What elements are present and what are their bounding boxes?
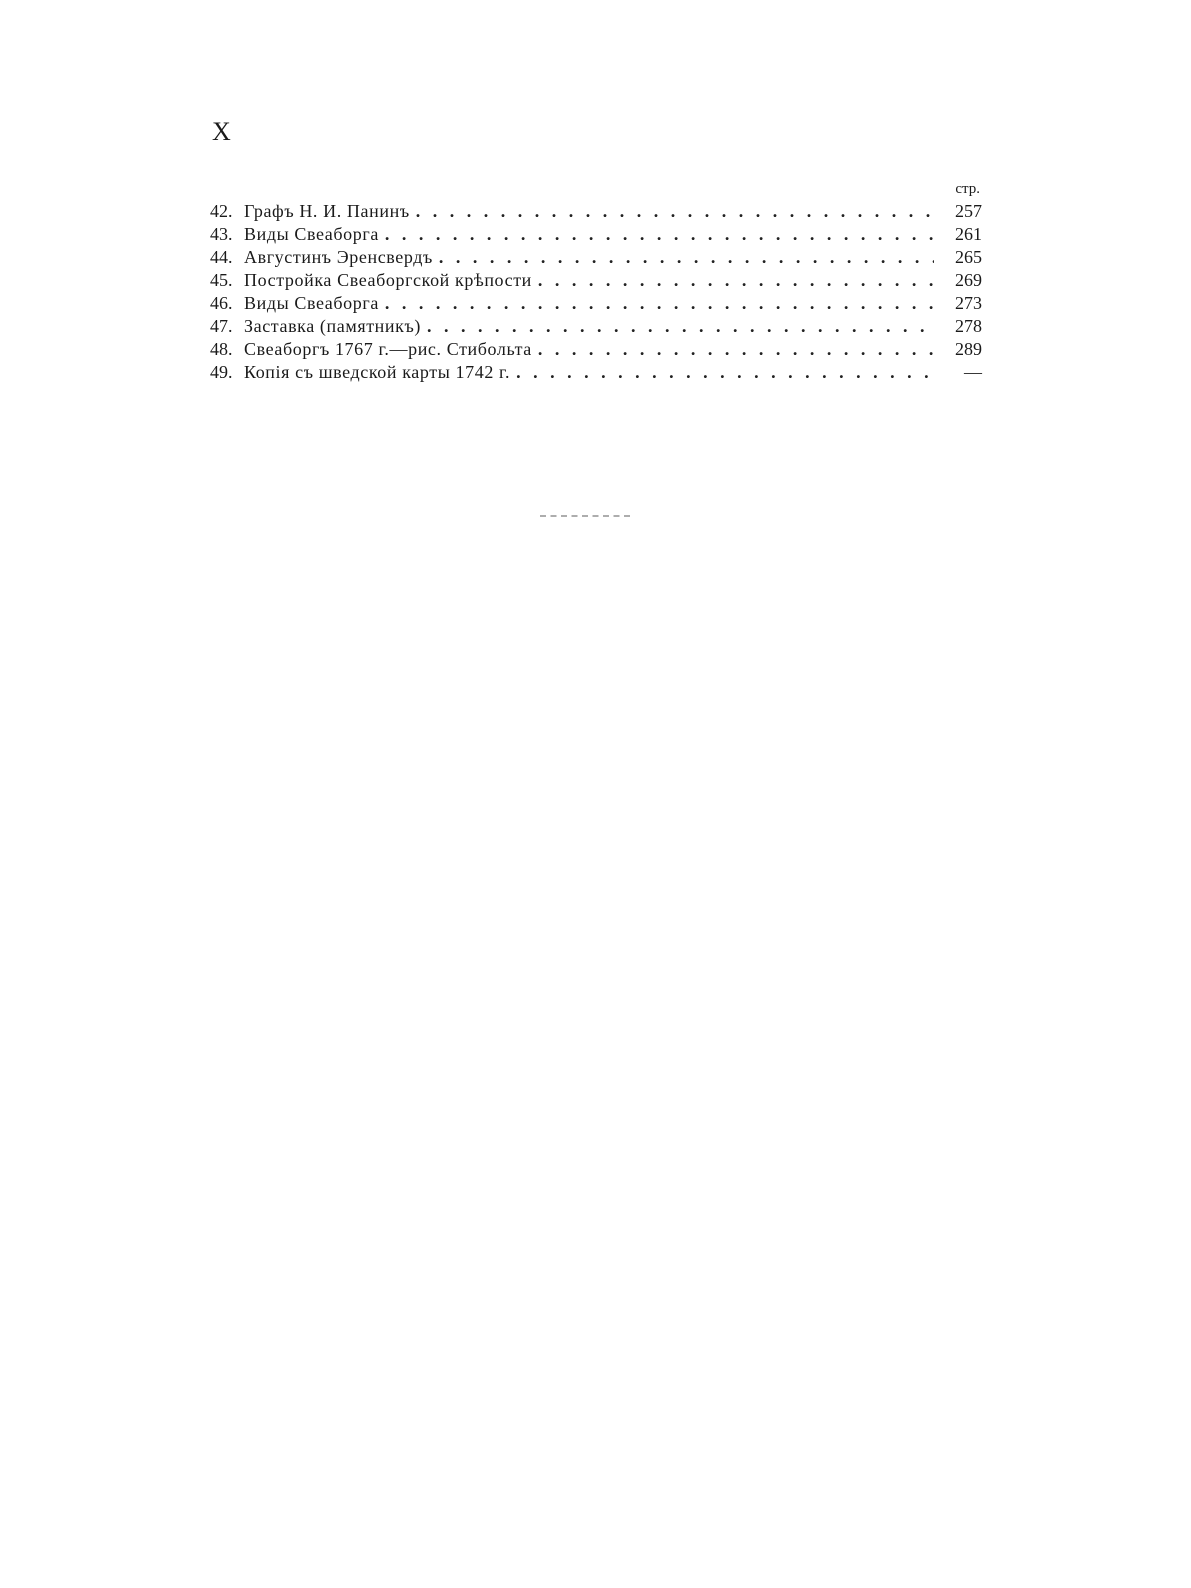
dot-leader [427,315,934,338]
entry-title: Постройка Свеаборгской крѣпости [244,270,532,290]
entry-number: 46. [210,293,233,313]
list-item [210,200,982,223]
entry-number: 47. [210,316,233,336]
entry-page: 278 [955,316,982,336]
section-divider [540,515,630,519]
entry-number: 44. [210,247,233,267]
dot-leader [538,269,934,292]
entry-number: 43. [210,224,233,244]
entry-title: Свеаборгъ 1767 г.—рис. Стибольта [244,339,532,359]
entry-title: Копія съ шведской карты 1742 г. [244,362,511,382]
entry-number: 49. [210,362,233,382]
list-item [210,338,982,361]
entry-page: — [964,362,982,382]
entry-page: 289 [955,339,982,359]
list-item [210,269,982,292]
entry-title: Графъ Н. И. Панинъ [244,201,410,221]
list-item [210,361,982,384]
list-item [210,292,982,315]
entry-page: 261 [955,224,982,244]
dot-leader [516,361,934,384]
entry-page: 273 [955,293,982,313]
dot-leader [439,246,934,269]
dot-leader [385,292,934,315]
page-number: X [212,117,232,146]
entry-title: Виды Свеаборга [244,293,379,313]
dot-leader [416,200,934,223]
entry-title: Августинъ Эренсвердъ [244,247,433,267]
illustrations-list [210,178,982,384]
entry-number: 48. [210,339,233,359]
entry-page: 257 [955,201,982,221]
dot-leader [538,338,934,361]
page-column-header: стр. [955,181,980,197]
list-item [210,223,982,246]
entry-page: 265 [955,247,982,267]
dot-leader [385,223,934,246]
entry-number: 42. [210,201,233,221]
list-item [210,246,982,269]
entry-number: 45. [210,270,233,290]
list-item [210,315,982,338]
entry-title: Виды Свеаборга [244,224,379,244]
entry-page: 269 [955,270,982,290]
entry-title: Заставка (памятникъ) [244,316,421,336]
